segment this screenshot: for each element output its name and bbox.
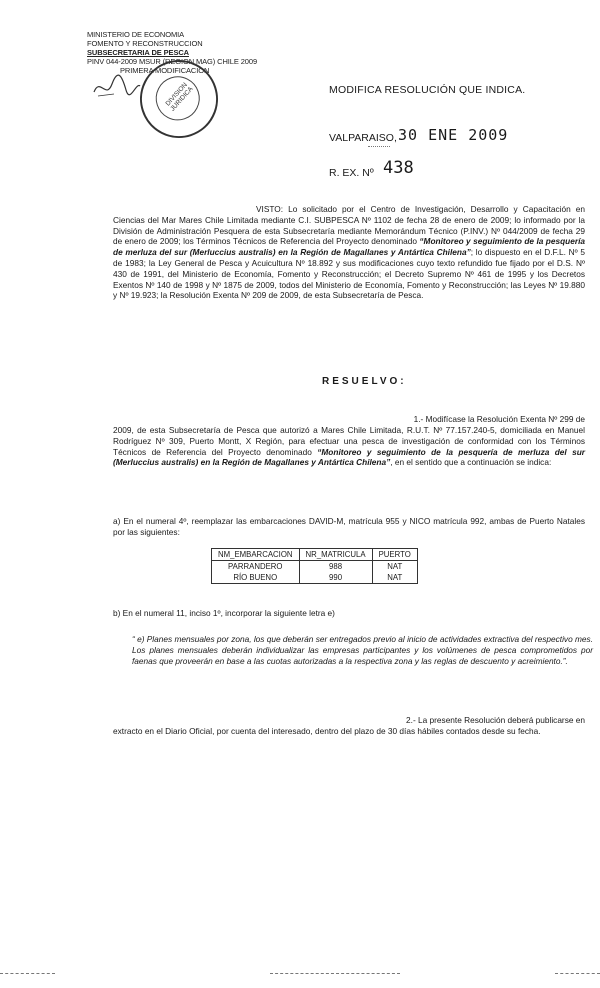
rex-number: 438 bbox=[383, 158, 414, 178]
visto-paragraph bbox=[113, 204, 585, 301]
subsecretaria-line: SUBSECRETARIA DE PESCA bbox=[87, 48, 189, 57]
table-cell: 990 bbox=[299, 572, 372, 584]
date-stamp: 30 ENE 2009 bbox=[398, 126, 509, 144]
table-cell: NAT bbox=[372, 561, 417, 573]
point1-paragraph bbox=[113, 425, 585, 468]
visto-lead: VISTO: bbox=[256, 204, 284, 214]
rex-label: R. EX. Nº bbox=[329, 167, 374, 179]
header-cell: PUERTO bbox=[372, 549, 417, 561]
ministry-line: MINISTERIO DE ECONOMIA bbox=[87, 30, 184, 39]
date-underline bbox=[368, 146, 390, 147]
table-cell: NAT bbox=[372, 572, 417, 584]
visto-text-2: ; lo dispuesto en el D.F.L. Nº 5 de 1983; la Ley General de Pesca y Acuicultura Nº 18.892 y sus modificaciones cuyo texto refundido fue fijado por el D.S. Nº 430 de 1991, del Ministerio de Economía, Fomento y Reconstrucción; el Decreto Supremo Nº 461 de 1995 y los Decretos Exentos Nº 140 de 1998 y Nº 1875 de 2009, todos del Ministerio de Economía, Fomento y Reconstrucción; las Leyes Nº 19.880 y Nº 19.923; la Resolución Exenta Nº 209 de 2009, de esta Subsecretaría de Pesca. bbox=[113, 247, 585, 301]
item-b: b) En el numeral 11, inciso 1º, incorporar la siguiente letra e) bbox=[113, 608, 335, 618]
table-header-row bbox=[212, 549, 418, 561]
item-e-quote: “ e) Planes mensuales por zona, los que deberán ser entregados previo al inicio de actividades extractiva del respectivo mes. Los planes mensuales deberán individualizar las empresas participantes y los volúmenes de pesca comprometidos por faenas que proveerán en base a las cuotas autorizadas a la respectiva zona y las reglas de descuento y acreimiento.”. bbox=[132, 634, 593, 666]
point1-text-1: 2009, de esta Subsecretaría de Pesca que autorizó a Mares Chile Limitada, R.U.T. Nº 77.157.240-5, domiciliada en Manuel Rodríguez Nº 309, Puerto Montt, X Región, para efectuar una pesca de investigación de conformidad con los Términos Técnicos de Referencia del Proyecto denominado bbox=[113, 425, 585, 457]
header-cell: NM_EMBARCACION bbox=[212, 549, 300, 561]
table-cell: RÍO BUENO bbox=[212, 572, 300, 584]
pinv-line: PINV 044-2009 MSUR (REGION MAG) CHILE 2009 bbox=[87, 57, 258, 66]
table-cell: 988 bbox=[299, 561, 372, 573]
table-row bbox=[212, 572, 418, 584]
scan-edge-mark bbox=[0, 973, 55, 974]
modification-line: PRIMERA MODIFICACION bbox=[120, 66, 210, 75]
point2-lead: 2.- La presente Resolución deberá publicarse en bbox=[406, 715, 585, 725]
scan-edge-mark bbox=[555, 973, 600, 974]
visto-project-title: “Monitoreo y seguimiento de la pesquería de merluza del sur (Merluccius australis) en la Región de Magallanes y Antártica Chilena” bbox=[113, 236, 586, 258]
item-a: a) En el numeral 4º, reemplazar las embarcaciones DAVID-M, matrícula 955 y NICO matrícula 992, ambas de Puerto Natales por las siguientes: bbox=[113, 516, 585, 537]
scan-edge-mark bbox=[270, 973, 400, 974]
header-cell: NR_MATRICULA bbox=[299, 549, 372, 561]
place-label: VALPARAISO, bbox=[329, 132, 397, 144]
resuelvo-heading: RESUELVO: bbox=[322, 376, 407, 387]
ministry-line-2: FOMENTO Y RECONSTRUCCION bbox=[87, 39, 203, 48]
point1-project-title: “Monitoreo y seguimiento de la pesquería de merluza del sur (Merluccius australis) en la Región de Magallanes y Antártica Chilena” bbox=[113, 446, 585, 468]
point1-lead: 1.- Modifícase la Resolución Exenta Nº 299 de bbox=[413, 414, 585, 424]
document-title: MODIFICA RESOLUCIÓN QUE INDICA. bbox=[329, 84, 526, 96]
table-row bbox=[212, 561, 418, 573]
table-cell: PARRANDERO bbox=[212, 561, 300, 573]
point1-text-2: , en el sentido que a continuación se indica: bbox=[390, 457, 552, 468]
signature-scribble bbox=[92, 72, 142, 102]
visto-text-1: Lo solicitado por el Centro de Investigación, Desarrollo y Capacitación en Ciencias del Mar Mares Chile Limitada mediante C.I. SUBPESCA Nº 1102 de fecha 28 de enero de 2009; lo informado por la División de Administración Pesquera de esta Subsecretaría mediante Memorándum Técnico (P.INV.) Nº 044/2009 de fecha 29 de enero de 2009; los Términos Técnicos de Referencia del Proyecto denominado bbox=[113, 204, 585, 247]
stamp-text: DIVISION JURIDICA bbox=[164, 81, 195, 113]
point2-paragraph: extracto en el Diario Oficial, por cuenta del interesado, dentro del plazo de 30 días hábiles contados desde su fecha. bbox=[113, 726, 541, 736]
vessel-table bbox=[211, 548, 418, 584]
